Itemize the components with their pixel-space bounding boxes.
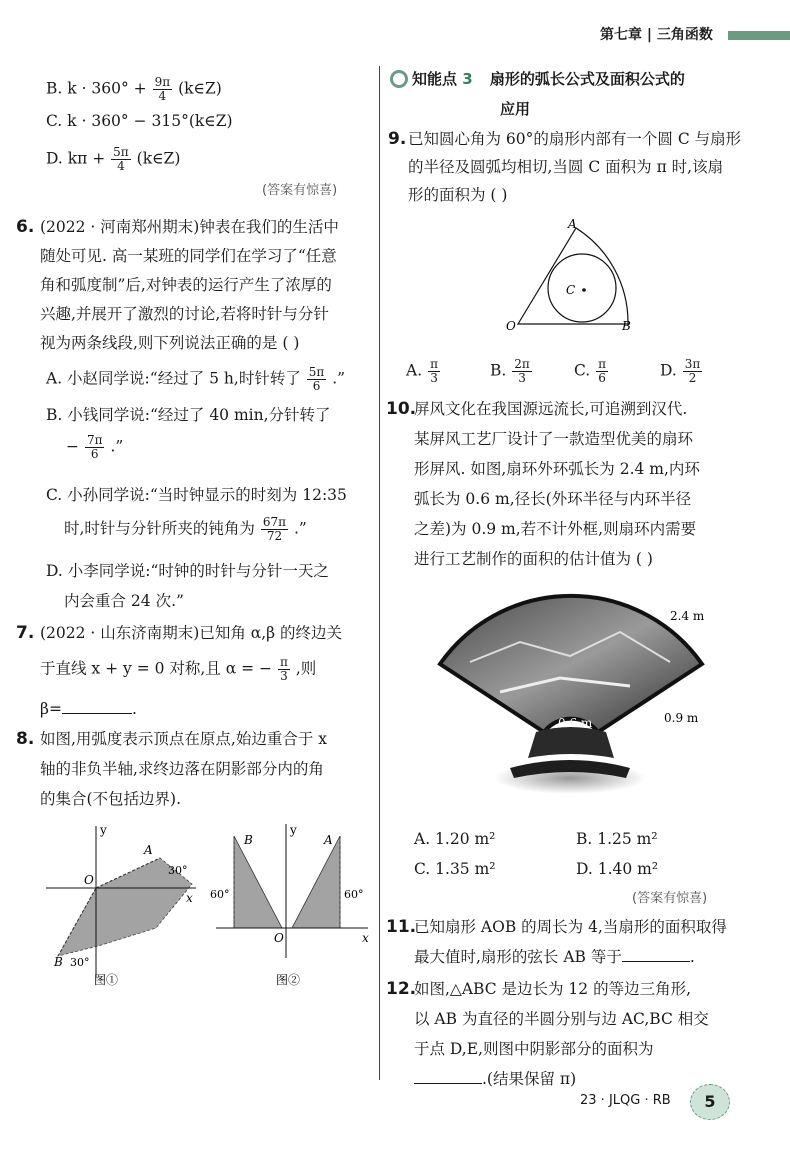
fig2-right-shaded [292, 836, 340, 928]
q6-line-2: 随处可见. 高一某班的同学们在学习了“任意 [40, 247, 337, 265]
q5-option-d: D. kπ + $\frac{5\pi}{4}$ (k∈Z) [46, 145, 181, 173]
q9-option-c: C. $\frac{\pi}{6}$ [574, 357, 607, 385]
q10-fan-screen-figure [430, 582, 730, 812]
q12-answer-blank [414, 1083, 482, 1084]
q9-line-1: 已知圆心角为 60°的扇形内部有一个圆 C 与扇形 [408, 130, 742, 148]
q7-line-2: 于直线 x + y = 0 对称,且 α = − $\frac{\pi}{3}$ ,则 [40, 655, 317, 683]
q11-number: 11. [386, 917, 417, 937]
q9-line-3: 形的面积为 ( ) [408, 186, 508, 204]
q8-number: 8. [16, 729, 35, 749]
q9-label-a: A [568, 218, 577, 231]
knowledge-point-icon [390, 70, 408, 88]
q5-option-b: B. k · 360° + $\frac{9\pi}{4}$ (k∈Z) [46, 75, 222, 103]
chapter-title: 三角函数 [656, 27, 713, 43]
fig1-angle-a: 30° [168, 864, 188, 877]
q7-line-1: (2022 · 山东济南期末)已知角 α,β 的终边关 [40, 624, 343, 642]
fan-stand [528, 727, 614, 758]
fig1-angle-b: 30° [70, 956, 90, 969]
q10-option-a: A. 1.20 m² [414, 830, 496, 848]
fan-radial-label: 0.9 m [664, 711, 699, 725]
fig2-y-label: y [290, 823, 297, 837]
q6-option-b-line1: B. 小钱同学说:“经过了 40 min,分针转了 [46, 406, 331, 424]
q10-line-2: 某屏风工艺厂设计了一款造型优美的扇环 [414, 430, 694, 448]
q6-line-5: 视为两条线段,则下列说法正确的是 ( ) [40, 334, 300, 352]
chapter-label: 第七章 [600, 27, 642, 43]
q10-option-d: D. 1.40 m² [576, 860, 659, 878]
fig2-o-label: O [274, 931, 284, 945]
q12-line-3: 于点 D,E,则图中阴影部分的面积为 [414, 1040, 654, 1058]
fan-outer-arc-label: 2.4 m [670, 609, 705, 623]
q12-line-2: 以 AB 为直径的半圆分别与边 AC,BC 相交 [414, 1010, 709, 1028]
q6-option-c-line1: C. 小孙同学说:“当时钟显示的时刻为 12:35 [46, 486, 347, 504]
fig1-x-label: x [186, 891, 193, 905]
figure-1 [36, 818, 206, 990]
q10-line-4: 弧长为 0.6 m,径长(外环半径与内环半径 [414, 490, 692, 508]
fig1-caption: 图① [94, 973, 119, 987]
fig1-o-label: O [84, 873, 94, 887]
fig2-b-label: B [244, 833, 253, 847]
q9-label-b: B [622, 319, 631, 333]
q6-option-d-line1: D. 小李同学说:“时钟的时针与分针一天之 [46, 562, 329, 580]
q9-sector-figure [500, 218, 650, 338]
q9-sector [518, 228, 628, 324]
q12-line-4: .(结果保留 π) [414, 1068, 576, 1090]
q11-line-2: 最大值时,扇形的弦长 AB 等于 . [414, 948, 695, 966]
q10-line-6: 进行工艺制作的面积的估计值为 ( ) [414, 550, 653, 568]
q7-number: 7. [16, 623, 35, 643]
fig1-y-label: y [100, 823, 107, 837]
header-accent-bar [728, 31, 790, 40]
q12-line-1: 如图,△ABC 是边长为 12 的等边三角形, [414, 980, 692, 998]
q10-number: 10. [386, 399, 417, 419]
q12-number: 12. [386, 979, 417, 999]
fig2-a-label: A [324, 833, 333, 847]
q7-answer-blank [62, 713, 132, 714]
q6-line-1: (2022 · 河南郑州期末)钟表在我们的生活中 [40, 218, 339, 236]
q9-label-c: C [566, 283, 576, 297]
fig1-a-label: A [144, 843, 153, 857]
fan-inner-arc-label: 0.6 m [558, 716, 593, 730]
fig2-caption: 图② [276, 973, 301, 987]
fig2-angle-left: 60° [210, 888, 230, 901]
q11-answer-blank [622, 961, 690, 962]
q9-line-2: 的半径及圆弧均相切,当圆 C 面积为 π 时,该扇 [408, 158, 724, 176]
q6-option-b-line2: − $\frac{7\pi}{6}$ .” [66, 433, 124, 461]
q6-option-c-line2: 时,时针与分针所夹的钝角为 $\frac{67\pi}{72}$ .” [64, 515, 307, 543]
knowledge-point-heading: 知能点 3 扇形的弧长公式及面积公式的 [390, 68, 685, 90]
q10-option-c: C. 1.35 m² [414, 860, 496, 878]
q9-option-b: B. $\frac{2\pi}{3}$ [490, 357, 530, 385]
figure-2 [206, 818, 378, 990]
q9-option-d: D. $\frac{3\pi}{2}$ [660, 357, 701, 385]
q8-line-2: 轴的非负半轴,求终边落在阴影部分内的角 [40, 760, 324, 778]
q6-line-3: 角和弧度制”后,对钟表的运行产生了浓厚的 [40, 276, 332, 294]
column-divider [379, 66, 380, 1080]
fig2-x-label: x [362, 931, 369, 945]
q6-line-4: 兴趣,并展开了激烈的讨论,若将时针与分针 [40, 305, 329, 323]
fig1-b-label: B [54, 955, 63, 969]
footer-code: 23 · JLQG · RB [580, 1093, 671, 1108]
q9-option-a: A. $\frac{\pi}{3}$ [406, 357, 438, 385]
q10-line-5: 之差)为 0.9 m,若不计外框,则扇环内需要 [414, 520, 697, 538]
answer-note-1: (答案有惊喜) [262, 183, 338, 198]
knowledge-point-title-2: 应用 [500, 100, 531, 118]
q6-number: 6. [16, 217, 35, 237]
q9-inscribed-circle [548, 254, 616, 322]
q9-label-o: O [506, 319, 516, 333]
q10-line-3: 形屏风. 如图,扇环外环弧长为 2.4 m,内环 [414, 460, 700, 478]
q8-line-3: 的集合(不包括边界). [40, 790, 182, 808]
chapter-header: 第七章 | 三角函数 [600, 27, 713, 43]
fig2-left-shaded [234, 836, 282, 928]
q5-option-c: C. k · 360° − 315°(k∈Z) [46, 112, 233, 130]
q7-line-3: β= . [40, 700, 137, 718]
q10-option-b: B. 1.25 m² [576, 830, 658, 848]
q10-line-1: 屏风文化在我国源远流长,可追溯到汉代. [414, 400, 688, 418]
q11-line-1: 已知扇形 AOB 的周长为 4,当扇形的面积取得 [414, 918, 727, 936]
q6-option-d-line2: 内会重合 24 次.” [64, 592, 184, 610]
fig2-angle-right: 60° [344, 888, 364, 901]
q9-number: 9. [388, 129, 407, 149]
fan-annulus [440, 596, 702, 732]
answer-note-2: (答案有惊喜) [632, 891, 708, 906]
page-number: 5 [690, 1084, 730, 1120]
q8-line-1: 如图,用弧度表示顶点在原点,始边重合于 x [40, 730, 328, 748]
q6-option-a: A. 小赵同学说:“经过了 5 h,时针转了 $\frac{5\pi}{6}$ .” [46, 365, 346, 393]
